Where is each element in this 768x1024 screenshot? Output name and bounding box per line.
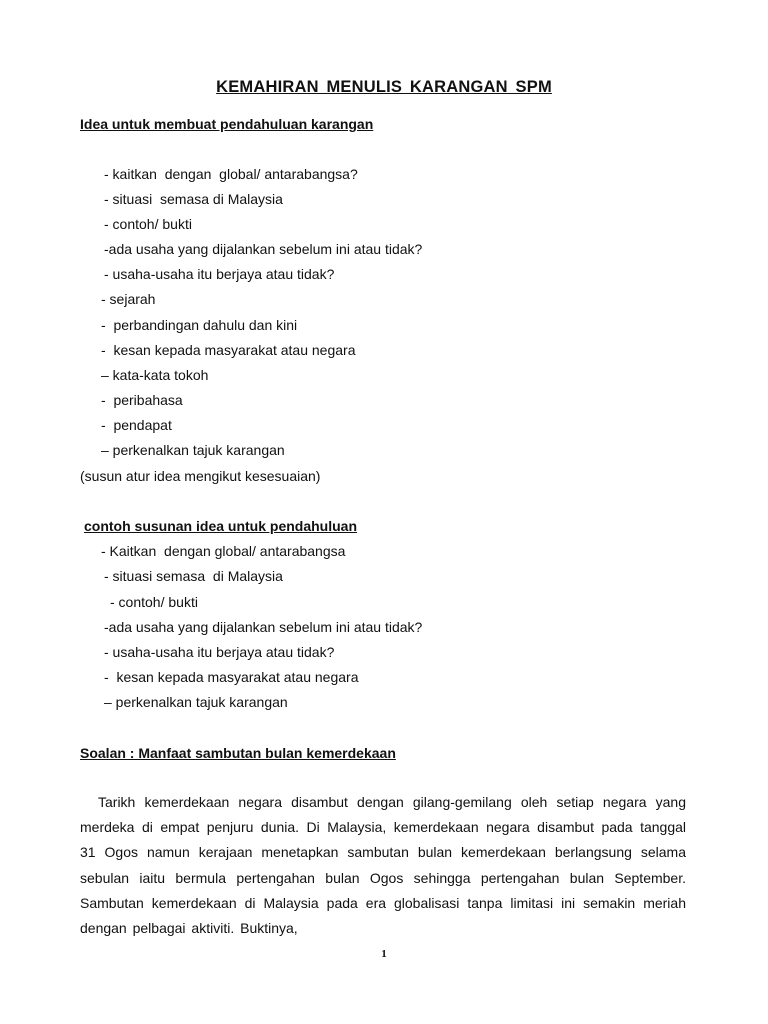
- list-item: – perkenalkan tajuk karangan: [101, 442, 285, 458]
- list-item: - pendapat: [101, 417, 172, 433]
- section-note: (susun atur idea mengikut kesesuaian): [80, 468, 321, 484]
- document-title: KEMAHIRAN MENULIS KARANGAN SPM: [216, 78, 552, 96]
- list-item: - peribahasa: [101, 392, 183, 408]
- essay-paragraph: Tarikh kemerdekaan negara disambut dengan gilang-gemilang oleh setiap negara yang merdeka di empat penjuru dunia. Di Malaysia, kemerdekaan negara disambut pada tanggal 31 Ogos namun kerajaan menetapkan sambutan bulan kemerdekaan berlangsung selama sebulan iaitu bermula pertengahan bulan Ogos sehingga pertengahan bulan September. Sambutan kemerdekaan di Malaysia pada era globalisasi tanpa limitasi ini semakin meriah dengan pelbagai aktiviti. Buktinya,: [80, 794, 686, 937]
- list-item: -ada usaha yang dijalankan sebelum ini atau tidak?: [104, 619, 423, 635]
- list-item: - situasi semasa di Malaysia: [104, 568, 283, 584]
- list-item: - usaha-usaha itu berjaya atau tidak?: [104, 644, 335, 660]
- list-item: - Kaitkan dengan global/ antarabangsa: [101, 543, 346, 559]
- list-item: -ada usaha yang dijalankan sebelum ini atau tidak?: [104, 241, 423, 257]
- section-heading-intro-ideas: Idea untuk membuat pendahuluan karangan: [80, 116, 374, 132]
- list-item: - contoh/ bukti: [104, 216, 192, 232]
- list-item: – perkenalkan tajuk karangan: [104, 694, 288, 710]
- list-item: - usaha-usaha itu berjaya atau tidak?: [104, 266, 335, 282]
- page-number: 1: [381, 948, 387, 960]
- list-item: - situasi semasa di Malaysia: [104, 191, 283, 207]
- list-item: - kesan kepada masyarakat atau negara: [101, 342, 356, 358]
- list-item: - sejarah: [101, 291, 156, 307]
- section-heading-question: Soalan : Manfaat sambutan bulan kemerdekaan: [80, 745, 396, 761]
- section-heading-example-ideas: contoh susunan idea untuk pendahuluan: [84, 518, 358, 534]
- list-item: – kata-kata tokoh: [101, 367, 209, 383]
- list-item: - contoh/ bukti: [110, 594, 198, 610]
- list-item: - perbandingan dahulu dan kini: [101, 317, 298, 333]
- list-item: - kesan kepada masyarakat atau negara: [104, 669, 359, 685]
- list-item: - kaitkan dengan global/ antarabangsa?: [104, 166, 358, 182]
